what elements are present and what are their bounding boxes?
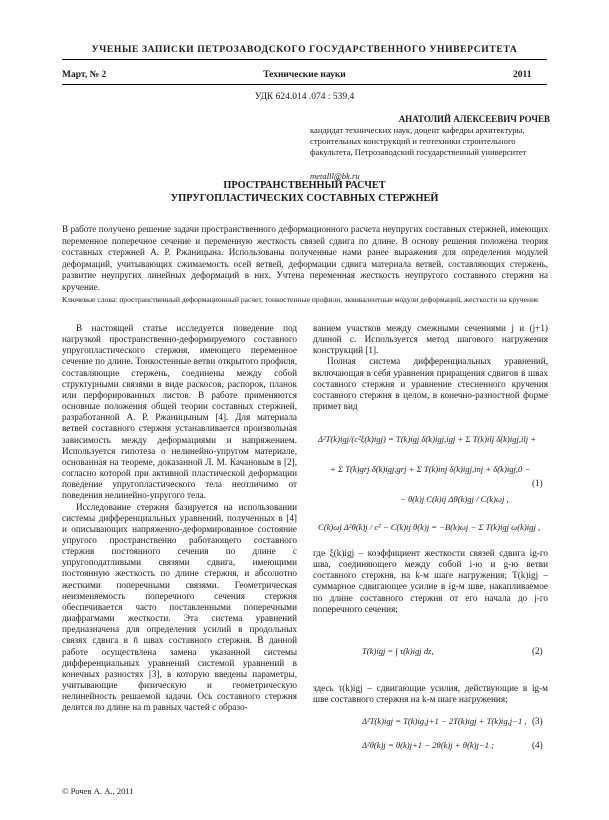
equation-1-line-b: + Σ T(k)grj δ(k)igj,grj + Σ T(k)inj δ(k)igj,inj + δ(k)igj,0 − [330, 464, 531, 474]
equation-1-line-c: − θ(k)j C(k)ij Δθ(k)gj / C(k)ωj , [400, 494, 509, 504]
issue-number: Март, № 2 [62, 70, 107, 80]
journal-title: УЧЕНЫЕ ЗАПИСКИ ПЕТРОЗАВОДСКОГО ГОСУДАРСТВЕННОГО УНИВЕРСИТЕТА [91, 44, 518, 55]
equation-1-line-d: C(k)ωj Δ²θ(k)j / c² − C(k)tj θ(k)j = −B(k)ωj − Σ T(k)igj ω(k)igj , [318, 522, 541, 532]
author-affiliation: кандидат технических наук, доцент кафедры архитектуры, строительных конструкций и геотехники строительного факультета, Петрозаводский государственный университет [310, 125, 527, 158]
equation-2-number: (2) [532, 646, 543, 656]
equation-4-number: (4) [532, 740, 543, 750]
equation-1-number: (1) [532, 478, 543, 488]
author-name: АНАТОЛИЙ АЛЕКСЕЕВИЧ РОЧЕВ [398, 114, 550, 124]
left-paragraph-1: В настоящей статье исследуется поведение под нагрузкой пространственно-деформируемого составного упругопластического стержня, имеющего переменное сечение по длине. Тонкостенные ветви открытого профиля, составляющие стержень, соединены между собой структурными связями в виде раскосов, распорок, планок или перфорированных листов. В работе применяются основные положения общей теории составных стержней, разработанной А. Р. Ржаницыным [4]. Для материала ветвей составного стержня устанавливается произвольная зависимость между деформациями и напряжением. Используется гипотеза о нелинейно-упругом материале, основанная на теореме, доказанной Л. М. Качановым в [2], согласно которой при активной пластической деформации поведение упругопластического тела неотличимо от поведения нелинейно-упругого тела. [62, 323, 297, 501]
right-paragraph-3: где ξ(k)igj – коэффициент жесткости связей сдвига ig-го шва, соединяющего между собой i-ю и g-ю ветви составного стержня, на k-м шаге нагружения; T(k)igj – суммарное сдвигающее усилие в ig-м шве, накапливаемое по длине составного стержня от его начала до j-го поперечного сечения; [313, 548, 548, 614]
left-column [62, 323, 297, 713]
keywords: Ключевые слова: пространственный деформационный расчет, тонкостенные профили, эквивалентные модули деформаций, жесткости на кручение [62, 295, 539, 304]
header-rule-bottom [62, 84, 547, 85]
equation-1-line-a: Δ²T(k)igj/(c²ξ(k)igj) = T(k)igj δ(k)igj,igj + Σ T(k)ilj δ(k)igj,ilj + [318, 434, 537, 444]
right-paragraph-2: Полная система дифференциальных уравнений, включающая в себя уравнения приращения сдвигов в швах составного стержня и уравнение стесненного кручения составного стержня в целом, в конечно-разностной форме примет вид [313, 356, 548, 412]
right-column [313, 323, 548, 412]
section-name: Технические науки [263, 70, 346, 80]
equation-3-number: (3) [532, 716, 543, 726]
udk-code: УДК 624.014 .074 : 539.4 [254, 92, 355, 102]
equation-2: T(k)igj = ∫ τ(k)igj dz, [362, 646, 434, 656]
abstract: В работе получено решение задачи пространственного деформационного расчета неупругих составных стержней, имеющих переменное поперечное сечение и переменную жесткость связей сдвига по длине. В основу решения положена теория составных стержней А. Р. Ржаницына. Использованы полученные нами ранее выражения для определения модулей деформаций, учитывающих сжимаемость осей ветвей, деформации сдвига материала ветвей, составляющих стержень, развитие неупругих линейных деформаций в них. Учтена переменная жесткость неупругого составного стержня на кручение. [62, 224, 548, 292]
title-line-1: ПРОСТРАНСТВЕННЫЙ РАСЧЕТ [223, 180, 386, 191]
left-paragraph-2: Исследование стержня базируется на использовании системы дифференциальных уравнений, полученных в [4] и описывающих напряженно-деформированное состояние упругого пространственно работающего составного стержня постоянного сечения по длине с упругоподатливыми связями сдвига, имеющими постоянную жесткость по длине стержня, и абсолютно жесткими поперечными связями. Геометрическая неизменяемость поперечного сечения стержня обеспечивается часто поставленными поперечными диафрагмами жесткости. Эта система уравнений предназначена для определения усилий в продольных связях сдвига в n̄ швах составного стержня. В данной работе осуществлена замена указанной системы дифференциальных уравнений системой уравнений в конечных разностях [3], в которую введены параметры, учитывающие физическую и геометрическую нелинейность решаемой задачи. Ось составного стержня делится по длине на m равных частей с образо- [62, 501, 297, 713]
issue-year: 2011 [513, 70, 532, 80]
title-line-2: УПРУГОПЛАСТИЧЕСКИХ СОСТАВНЫХ СТЕРЖНЕЙ [170, 192, 439, 204]
copyright: © Рочев А. А., 2011 [62, 786, 134, 796]
author-email[interactable]: metalll@bk.ru [310, 171, 360, 181]
equation-3: Δ²T(k)igj = T(k)ig,j+1 − 2T(k)igj + T(k)ig,j−1 , [362, 716, 527, 726]
header-rule-top [62, 59, 547, 60]
article-title [0, 180, 609, 205]
right-paragraph-1: ванием участков между смежными сечениями j и (j+1) длиной c. Используется метод шагового нагружения конструкций [1]. [313, 323, 548, 356]
equation-4: Δ²θ(k)j = θ(k)j+1 − 2θ(k)j + θ(k)j−1 ; [362, 740, 494, 750]
right-paragraph-4: здесь τ(k)igj – сдвигающие усилия, действующие в ig-м шве составного стержня на k-м шаге нагружения; [313, 683, 548, 705]
